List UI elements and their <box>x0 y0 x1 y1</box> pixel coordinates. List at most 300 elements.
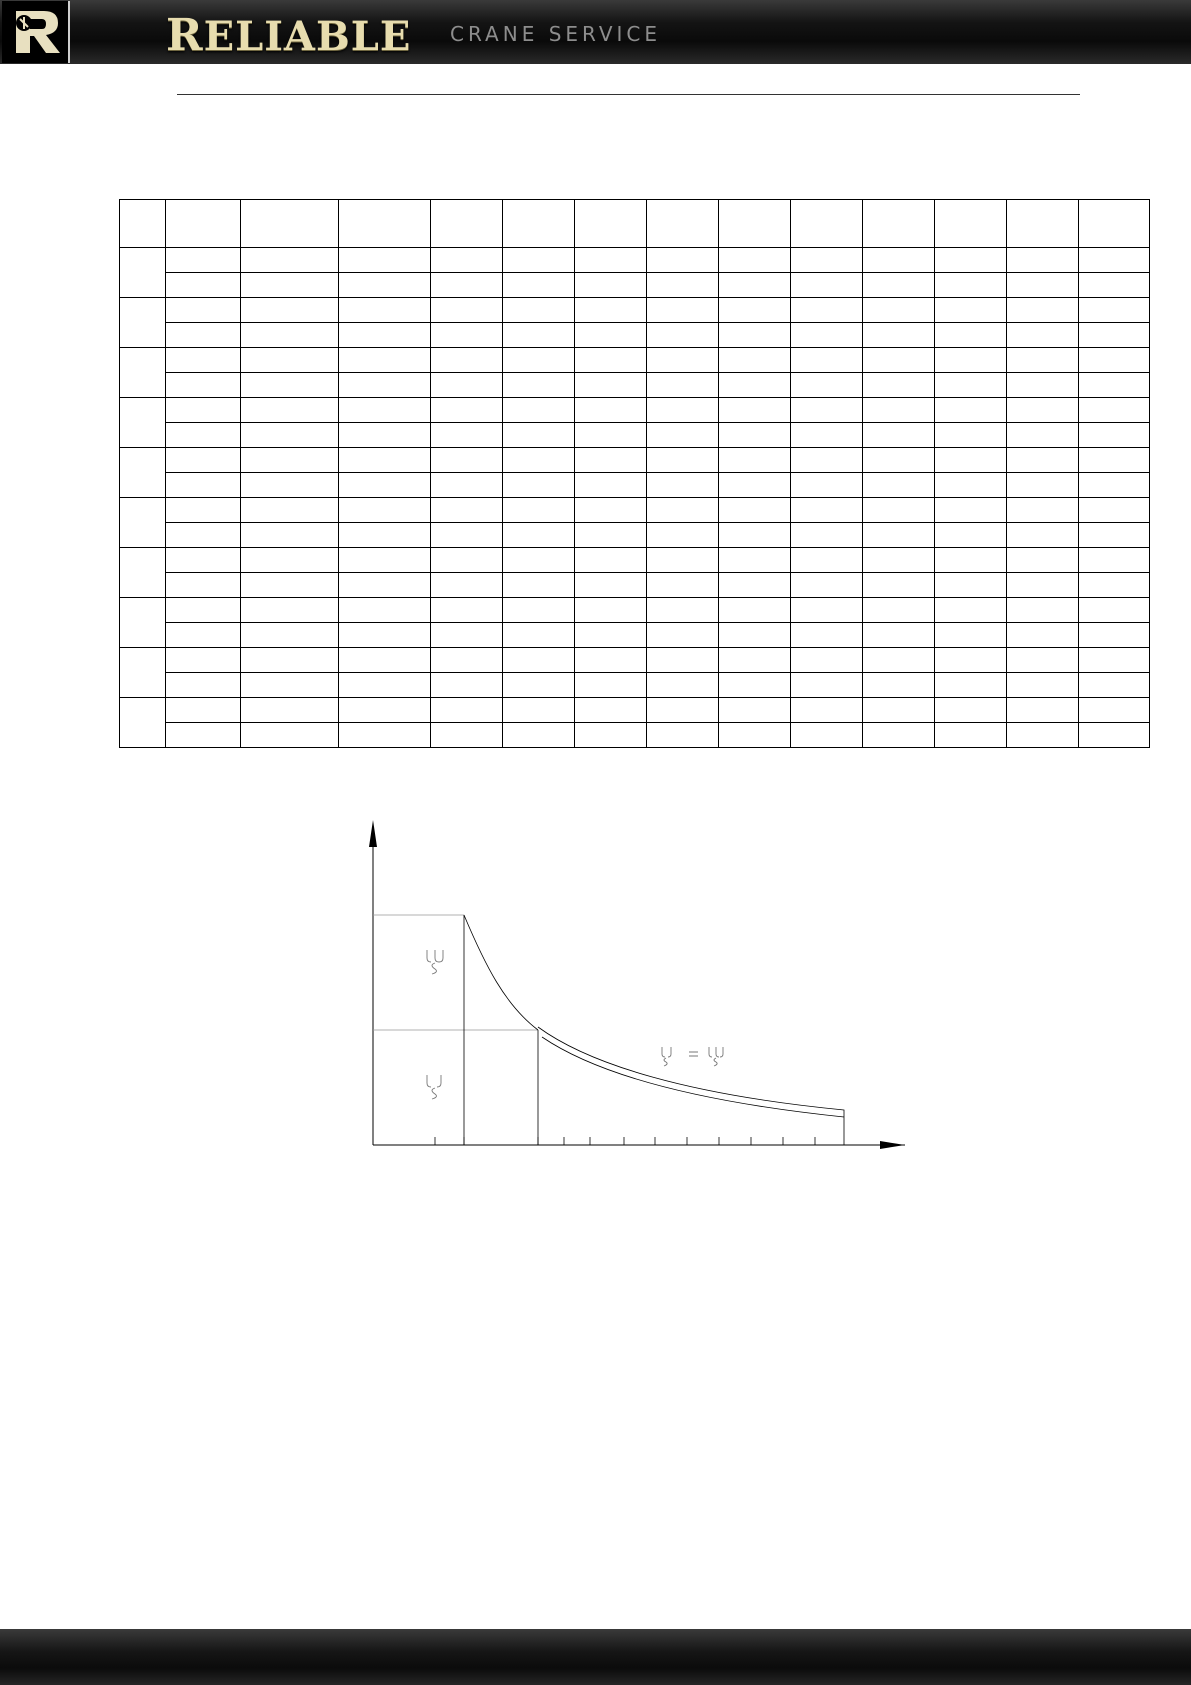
header-cell <box>339 200 431 248</box>
table-cell <box>339 573 431 598</box>
group-cell <box>120 298 166 348</box>
table-cell <box>431 423 503 448</box>
table-cell <box>719 373 791 398</box>
hook-icon-upper <box>427 950 443 974</box>
table-row <box>120 623 1150 648</box>
table-cell <box>1079 598 1150 623</box>
table-cell <box>1007 573 1079 598</box>
table-cell <box>791 623 863 648</box>
table-cell <box>1007 423 1079 448</box>
table-cell <box>647 373 719 398</box>
table-cell <box>241 373 339 398</box>
table-cell <box>339 448 431 473</box>
table-cell <box>719 398 791 423</box>
brand-rest: ELIABLE <box>203 13 412 60</box>
hook-equivalence-icon <box>662 1047 723 1066</box>
table-cell <box>1007 498 1079 523</box>
chart-regions <box>373 915 538 1145</box>
table-cell <box>575 448 647 473</box>
table-cell <box>719 473 791 498</box>
table-cell <box>241 473 339 498</box>
table-cell <box>241 398 339 423</box>
table-row <box>120 698 1150 723</box>
table-cell <box>503 398 575 423</box>
table-cell <box>647 248 719 273</box>
table-cell <box>719 298 791 323</box>
table-cell <box>1007 648 1079 673</box>
brand-tagline: CRANE SERVICE <box>450 22 662 46</box>
table-cell <box>575 298 647 323</box>
table-cell <box>575 673 647 698</box>
table-cell <box>575 573 647 598</box>
table-cell <box>166 298 241 323</box>
table-cell <box>935 648 1007 673</box>
table-cell <box>166 423 241 448</box>
table-cell <box>863 323 935 348</box>
table-cell <box>863 723 935 748</box>
table-cell <box>575 248 647 273</box>
table-cell <box>1079 248 1150 273</box>
table-cell <box>339 498 431 523</box>
table-cell <box>431 598 503 623</box>
table-cell <box>339 273 431 298</box>
table-cell <box>1007 548 1079 573</box>
table-row <box>120 398 1150 423</box>
table-cell <box>339 298 431 323</box>
table-cell <box>647 523 719 548</box>
table-cell <box>863 348 935 373</box>
table-cell <box>166 698 241 723</box>
table-cell <box>791 298 863 323</box>
table-cell <box>719 623 791 648</box>
header-cell <box>935 200 1007 248</box>
table-cell <box>503 448 575 473</box>
table-cell <box>339 698 431 723</box>
table-cell <box>575 473 647 498</box>
table-cell <box>791 473 863 498</box>
table-cell <box>575 698 647 723</box>
table-cell <box>431 723 503 748</box>
table-cell <box>719 498 791 523</box>
table-row <box>120 598 1150 623</box>
table-cell <box>339 323 431 348</box>
table-cell <box>1079 348 1150 373</box>
header-cell <box>431 200 503 248</box>
table-cell <box>1007 323 1079 348</box>
table-cell <box>1007 623 1079 648</box>
table-row <box>120 448 1150 473</box>
table-cell <box>863 573 935 598</box>
table-cell <box>339 523 431 548</box>
table-cell <box>863 298 935 323</box>
table-cell <box>503 598 575 623</box>
table-cell <box>503 323 575 348</box>
table-cell <box>791 598 863 623</box>
table-cell <box>863 523 935 548</box>
table-cell <box>575 648 647 673</box>
table-cell <box>575 548 647 573</box>
table-cell <box>719 523 791 548</box>
table-cell <box>339 648 431 673</box>
header-cell <box>1079 200 1150 248</box>
table-cell <box>431 473 503 498</box>
company-logo <box>2 1 70 63</box>
table-cell <box>1007 473 1079 498</box>
table-cell <box>863 423 935 448</box>
table-cell <box>647 323 719 348</box>
table-cell <box>339 598 431 623</box>
table-cell <box>863 448 935 473</box>
group-cell <box>120 548 166 598</box>
header-cell <box>503 200 575 248</box>
group-cell <box>120 348 166 398</box>
table-cell <box>719 598 791 623</box>
table-cell <box>575 373 647 398</box>
table-row <box>120 673 1150 698</box>
table-row <box>120 298 1150 323</box>
table-cell <box>241 523 339 548</box>
table-cell <box>431 523 503 548</box>
table-cell <box>241 723 339 748</box>
table-cell <box>166 248 241 273</box>
table-cell <box>791 248 863 273</box>
table-cell <box>1007 373 1079 398</box>
table-cell <box>166 723 241 748</box>
table-cell <box>503 473 575 498</box>
table-cell <box>503 648 575 673</box>
table-cell <box>1079 648 1150 673</box>
table-cell <box>241 698 339 723</box>
table-cell <box>241 623 339 648</box>
table-row <box>120 523 1150 548</box>
table-cell <box>863 473 935 498</box>
table-cell <box>1007 723 1079 748</box>
table-cell <box>503 698 575 723</box>
table-cell <box>791 423 863 448</box>
table-row <box>120 273 1150 298</box>
table-row <box>120 323 1150 348</box>
table-cell <box>863 248 935 273</box>
group-cell <box>120 648 166 698</box>
table-cell <box>431 273 503 298</box>
table-cell <box>935 323 1007 348</box>
table-cell <box>1007 523 1079 548</box>
table-cell <box>431 673 503 698</box>
table-row <box>120 423 1150 448</box>
table-cell <box>166 573 241 598</box>
table-cell <box>241 673 339 698</box>
table-cell <box>166 548 241 573</box>
table-cell <box>863 398 935 423</box>
table-cell <box>241 273 339 298</box>
table-cell <box>935 423 1007 448</box>
table-cell <box>241 448 339 473</box>
table-cell <box>935 623 1007 648</box>
table-row <box>120 373 1150 398</box>
table-cell <box>719 548 791 573</box>
table-cell <box>719 698 791 723</box>
table-cell <box>503 423 575 448</box>
table-cell <box>431 548 503 573</box>
table-cell <box>719 323 791 348</box>
table-cell <box>431 498 503 523</box>
table-cell <box>503 273 575 298</box>
table-cell <box>863 498 935 523</box>
table-cell <box>575 498 647 523</box>
table-cell <box>241 323 339 348</box>
table-cell <box>1007 598 1079 623</box>
hook-icon-lower <box>427 1075 441 1099</box>
table-row <box>120 548 1150 573</box>
reliable-logo-icon <box>10 9 62 55</box>
table-cell <box>503 348 575 373</box>
table-cell <box>791 323 863 348</box>
table-cell <box>1079 698 1150 723</box>
table-cell <box>935 698 1007 723</box>
table-cell <box>791 573 863 598</box>
group-cell <box>120 398 166 448</box>
table-cell <box>241 648 339 673</box>
table-cell <box>431 373 503 398</box>
table-cell <box>647 598 719 623</box>
table-cell <box>575 273 647 298</box>
header-cell <box>241 200 339 248</box>
table-cell <box>503 673 575 698</box>
table-cell <box>935 573 1007 598</box>
table-cell <box>863 273 935 298</box>
table-cell <box>1079 623 1150 648</box>
table-cell <box>791 498 863 523</box>
table-cell <box>935 473 1007 498</box>
table-row <box>120 248 1150 273</box>
table-cell <box>1079 473 1150 498</box>
table-cell <box>719 573 791 598</box>
table-cell <box>935 373 1007 398</box>
table-cell <box>241 423 339 448</box>
page-header <box>0 0 1191 64</box>
header-cell <box>647 200 719 248</box>
table-cell <box>863 648 935 673</box>
table-cell <box>647 648 719 673</box>
table-cell <box>503 723 575 748</box>
table-cell <box>647 673 719 698</box>
table-cell <box>791 273 863 298</box>
table-cell <box>431 398 503 423</box>
table-cell <box>791 523 863 548</box>
table-cell <box>863 548 935 573</box>
chart-annotations <box>427 950 723 1099</box>
table-cell <box>647 298 719 323</box>
table-cell <box>431 298 503 323</box>
table-cell <box>575 623 647 648</box>
table-header-row <box>120 200 1150 248</box>
table-cell <box>575 723 647 748</box>
table-cell <box>339 473 431 498</box>
table-cell <box>647 698 719 723</box>
table-cell <box>575 398 647 423</box>
group-cell <box>120 698 166 748</box>
table-cell <box>863 623 935 648</box>
table-cell <box>166 398 241 423</box>
table-cell <box>719 448 791 473</box>
table-cell <box>575 323 647 348</box>
table-cell <box>935 248 1007 273</box>
table-cell <box>503 573 575 598</box>
capacity-curve-outer <box>538 1027 844 1145</box>
table-cell <box>1007 273 1079 298</box>
table-cell <box>503 523 575 548</box>
table-cell <box>431 323 503 348</box>
title-divider <box>177 94 1080 95</box>
table-row <box>120 498 1150 523</box>
table-cell <box>1007 348 1079 373</box>
table-cell <box>339 348 431 373</box>
table-cell <box>503 248 575 273</box>
table-cell <box>166 448 241 473</box>
table-cell <box>1079 448 1150 473</box>
table-cell <box>166 648 241 673</box>
table-cell <box>935 723 1007 748</box>
table-cell <box>166 348 241 373</box>
table-cell <box>647 423 719 448</box>
table-row <box>120 348 1150 373</box>
table-cell <box>1007 398 1079 423</box>
table-cell <box>791 723 863 748</box>
group-cell <box>120 598 166 648</box>
table-cell <box>863 598 935 623</box>
table-cell <box>339 673 431 698</box>
table-cell <box>1079 548 1150 573</box>
table-cell <box>1079 373 1150 398</box>
table-cell <box>791 373 863 398</box>
x-axis-ticks <box>435 1137 815 1145</box>
table-cell <box>1079 723 1150 748</box>
table-cell <box>166 373 241 398</box>
table-cell <box>166 623 241 648</box>
table-cell <box>1079 423 1150 448</box>
table-cell <box>1079 398 1150 423</box>
table-row <box>120 573 1150 598</box>
table-cell <box>647 398 719 423</box>
table-cell <box>241 298 339 323</box>
group-cell <box>120 248 166 298</box>
table-cell <box>166 523 241 548</box>
table-cell <box>935 548 1007 573</box>
table-cell <box>647 448 719 473</box>
table-cell <box>1079 323 1150 348</box>
table-cell <box>339 548 431 573</box>
table-cell <box>935 498 1007 523</box>
load-chart-table <box>119 199 1150 748</box>
table-cell <box>339 398 431 423</box>
table-cell <box>431 573 503 598</box>
table-cell <box>503 548 575 573</box>
table-cell <box>719 648 791 673</box>
table-cell <box>166 598 241 623</box>
table-cell <box>935 523 1007 548</box>
brand-initial: R <box>166 10 204 61</box>
table-cell <box>1079 673 1150 698</box>
table-cell <box>647 723 719 748</box>
table-cell <box>503 498 575 523</box>
table-cell <box>1079 498 1150 523</box>
table-cell <box>647 548 719 573</box>
header-cell <box>120 200 166 248</box>
table-cell <box>935 298 1007 323</box>
table-cell <box>791 548 863 573</box>
table-cell <box>339 248 431 273</box>
header-cell <box>575 200 647 248</box>
header-cell <box>719 200 791 248</box>
header-cell <box>863 200 935 248</box>
table-cell <box>863 698 935 723</box>
table-cell <box>935 598 1007 623</box>
table-cell <box>791 448 863 473</box>
table-cell <box>166 473 241 498</box>
page-footer <box>0 1629 1191 1685</box>
table-cell <box>935 448 1007 473</box>
table-cell <box>166 673 241 698</box>
header-cell <box>166 200 241 248</box>
table-cell <box>719 348 791 373</box>
table-cell <box>647 498 719 523</box>
header-cell <box>1007 200 1079 248</box>
table-cell <box>1079 273 1150 298</box>
table-cell <box>791 398 863 423</box>
table-cell <box>647 348 719 373</box>
table-cell <box>935 398 1007 423</box>
table-cell <box>575 423 647 448</box>
table-cell <box>791 348 863 373</box>
chart-axes <box>369 820 905 1149</box>
table-cell <box>719 723 791 748</box>
table-cell <box>241 548 339 573</box>
table-cell <box>1007 673 1079 698</box>
table-cell <box>1007 298 1079 323</box>
table-cell <box>503 298 575 323</box>
table-cell <box>431 648 503 673</box>
table-cell <box>1007 248 1079 273</box>
table-cell <box>339 373 431 398</box>
table-cell <box>647 473 719 498</box>
table-cell <box>166 273 241 298</box>
table-cell <box>935 348 1007 373</box>
table-cell <box>647 573 719 598</box>
table-cell <box>503 373 575 398</box>
table-cell <box>1007 698 1079 723</box>
table-cell <box>935 273 1007 298</box>
brand-name <box>166 10 411 61</box>
table-cell <box>1007 448 1079 473</box>
table-cell <box>431 448 503 473</box>
table-row <box>120 723 1150 748</box>
table-cell <box>935 673 1007 698</box>
table-cell <box>791 673 863 698</box>
table-cell <box>1079 573 1150 598</box>
table-cell <box>791 648 863 673</box>
table-cell <box>575 523 647 548</box>
group-cell <box>120 498 166 548</box>
table-cell <box>719 273 791 298</box>
x-axis-arrow <box>880 1141 905 1149</box>
table-cell <box>431 623 503 648</box>
table-cell <box>719 423 791 448</box>
y-axis-arrow <box>369 820 377 847</box>
table-cell <box>241 248 339 273</box>
table-cell <box>241 498 339 523</box>
table-cell <box>791 698 863 723</box>
load-table <box>119 199 1150 748</box>
